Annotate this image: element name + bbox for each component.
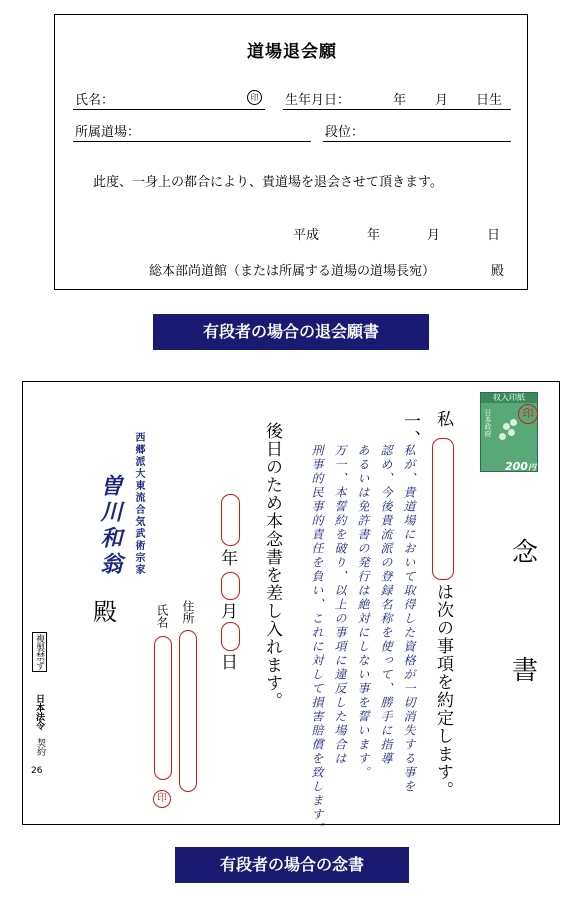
- form-number: 26: [31, 766, 43, 776]
- copy-notice: 複製禁ず: [32, 632, 47, 672]
- stamp-seal: 印: [518, 404, 538, 424]
- recipient-name: 曽川和翁: [97, 474, 123, 578]
- pledge-form: [22, 381, 560, 836]
- birth-month-label: 月: [435, 93, 449, 108]
- stamp-flower: [499, 433, 506, 440]
- year-box[interactable]: [221, 494, 240, 546]
- rank-line: [323, 141, 511, 142]
- form-title: 道場退会願: [247, 42, 337, 62]
- rank-label: 段位：: [325, 125, 365, 140]
- date-day-label: 日: [487, 228, 501, 243]
- title-char-1: 念: [512, 538, 539, 568]
- withdrawal-form: [54, 14, 528, 290]
- date-month-label: 月: [427, 228, 441, 243]
- stamp-flower: [510, 419, 517, 426]
- era-label: 平成: [293, 228, 320, 243]
- date-year-label: 年: [367, 228, 381, 243]
- birth-year-label: 年: [393, 93, 407, 108]
- title-char-2: 書: [512, 656, 539, 686]
- birthdate-line: [283, 109, 511, 110]
- address-box[interactable]: [179, 630, 197, 792]
- name-box[interactable]: [432, 438, 454, 580]
- honorific: 殿: [491, 264, 505, 279]
- birth-day-label: 日生: [476, 93, 503, 108]
- dojo-label: 所属道場：: [75, 125, 141, 140]
- recipient-org: 西郷派大東流合気武術宗家: [133, 432, 144, 576]
- form-body: 此度、一身上の都合により、貴道場を退会させて頂きます。: [93, 175, 443, 190]
- seal-mark: 印: [247, 90, 262, 105]
- watashi: 私: [433, 410, 453, 428]
- clause-line-5: 刑事的民事的責任を負い、これに対して損害賠償を致します。: [310, 444, 324, 836]
- caption-withdrawal: 有段者の場合の退会願書: [153, 314, 429, 350]
- recipient-honorific: 殿: [93, 598, 117, 626]
- clause-line-1: 私が、貴道場において取得した資格が一切消失する事を: [402, 444, 416, 794]
- stamp-value-unit: 円: [527, 463, 536, 472]
- form-type: 契約: [35, 738, 45, 756]
- stamp-flower: [508, 429, 515, 436]
- item-mark: 一、: [400, 412, 420, 448]
- caption-pledge: 有段者の場合の念書: [175, 847, 409, 883]
- pledge-intro: は次の事項を約定します。: [433, 583, 453, 799]
- clause-line-2: 認め、今後貴流派の登録名称を使って、勝手に指導: [379, 444, 393, 766]
- closing-statement: 後日のため本念書を差し入れます。: [262, 422, 282, 710]
- stamp-country: 日本政府: [484, 409, 492, 437]
- year-label: 年: [221, 549, 239, 569]
- day-label: 日: [221, 653, 239, 673]
- stamp-value: 200: [505, 460, 528, 472]
- name-label: 氏名：: [75, 93, 115, 108]
- clause-line-3: あるいは免許書の発行は絶対にしない事を誓います。: [356, 444, 370, 780]
- day-box[interactable]: [221, 622, 240, 651]
- month-box[interactable]: [221, 572, 240, 600]
- name-line: [73, 109, 265, 110]
- applicant-name-label: 氏名: [155, 604, 169, 628]
- clause-line-4: 万一、本誓約を破り、以上の事項に違反した場合は: [333, 444, 347, 766]
- month-label: 月: [221, 602, 239, 622]
- applicant-name-box[interactable]: [154, 636, 172, 780]
- address-label: 住所: [181, 600, 195, 624]
- addressee: 総本部尚道館（または所属する道場の道場長宛）: [149, 264, 436, 279]
- applicant-seal: 印: [153, 790, 171, 808]
- publisher: 日本法令: [34, 694, 44, 730]
- dojo-line: [73, 141, 311, 142]
- birthdate-label: 生年月日：: [285, 93, 351, 108]
- stamp-label: 収入印紙: [481, 393, 537, 403]
